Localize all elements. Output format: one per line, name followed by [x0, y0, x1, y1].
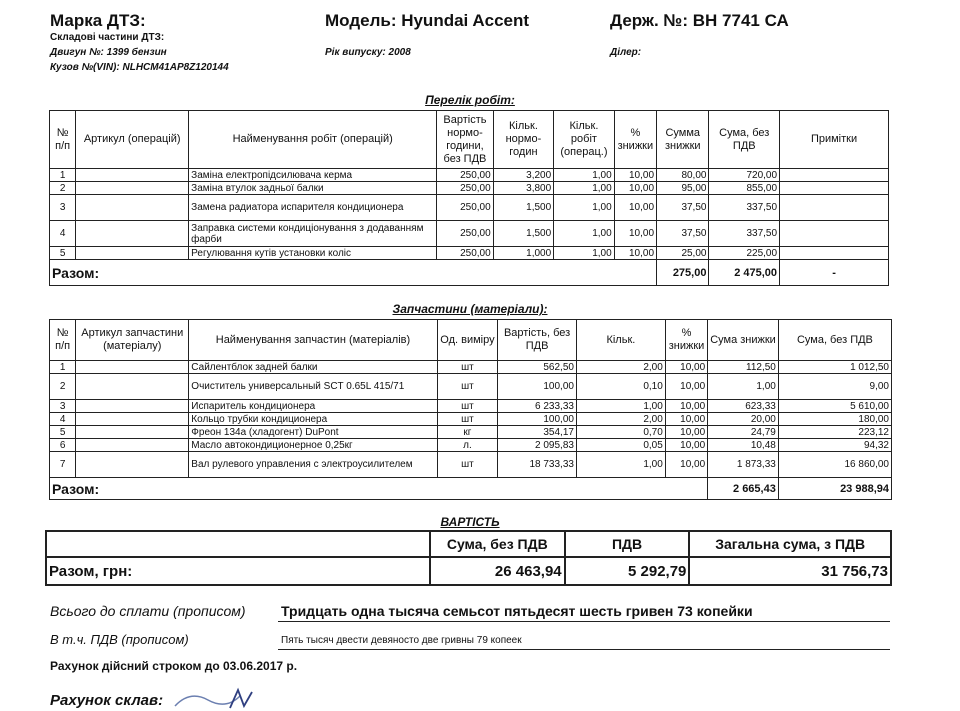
parts-title: Запчастини (матеріали):	[392, 302, 548, 316]
cell: шт	[437, 413, 498, 426]
cell: 6	[50, 439, 76, 452]
works-total-label: Разом:	[50, 260, 657, 286]
table-row	[50, 182, 889, 195]
cell: 2	[50, 182, 76, 195]
cell: 250,00	[437, 182, 493, 195]
cell: шт	[437, 400, 498, 413]
cost-col-sum: Сума, без ПДВ	[430, 531, 565, 557]
parts-col-discount-pct: % знижки	[665, 320, 707, 361]
cell: 9,00	[778, 374, 891, 400]
cell: 24,79	[708, 426, 779, 439]
cost-col-total: Загальна сума, з ПДВ	[689, 531, 891, 557]
works-title: Перелік робіт:	[425, 93, 515, 107]
cell	[76, 439, 189, 452]
cell: 1 873,33	[708, 452, 779, 478]
cell: 94,32	[778, 439, 891, 452]
cell: 1,00	[554, 195, 615, 221]
cell: Сайлентблок задней балки	[189, 361, 437, 374]
works-col-notes: Примітки	[780, 111, 889, 169]
cost-blank	[46, 531, 430, 557]
brand-label: Марка ДТЗ:	[50, 11, 146, 30]
works-total-row	[50, 260, 889, 286]
cell: 2	[50, 374, 76, 400]
cell: 1,00	[576, 400, 665, 413]
works-col-article: Артикул (операцій)	[76, 111, 189, 169]
cell	[780, 182, 889, 195]
table-row	[50, 221, 889, 247]
cell: 7	[50, 452, 76, 478]
vat-words-value: Пять тысяч двести девяносто две гривны 79 копеек	[281, 635, 522, 646]
cell: 3,800	[493, 182, 554, 195]
cell: 1	[50, 169, 76, 182]
cell: 562,50	[498, 361, 577, 374]
cell: шт	[437, 361, 498, 374]
cell: Регулювання кутів установки коліс	[189, 247, 437, 260]
parts-col-unit: Од. виміру	[437, 320, 498, 361]
table-row	[50, 439, 892, 452]
validity-text: Рахунок дійсний строком до 03.06.2017 р.	[50, 659, 298, 673]
parts-col-num: № п/п	[50, 320, 76, 361]
parts-header-row	[50, 320, 892, 361]
cell: 6 233,33	[498, 400, 577, 413]
parts-col-name: Найменування запчастин (матеріалів)	[189, 320, 437, 361]
cell: 37,50	[657, 195, 709, 221]
cell	[76, 221, 189, 247]
cell: Испаритель кондиционера	[189, 400, 437, 413]
cell: 10,00	[665, 374, 707, 400]
cell	[76, 413, 189, 426]
cell: Замена радиатора испарителя кондиционера	[189, 195, 437, 221]
cell: 1,000	[493, 247, 554, 260]
cell: 4	[50, 413, 76, 426]
cell: 112,50	[708, 361, 779, 374]
cell	[780, 221, 889, 247]
works-col-qty: Кільк. робіт (операц.)	[554, 111, 615, 169]
works-col-discount-sum: Сумма знижки	[657, 111, 709, 169]
cell: 3	[50, 195, 76, 221]
parts-table	[49, 319, 892, 500]
cell: 10,00	[614, 169, 656, 182]
cell: Заправка системи кондиціонування з додаванням фарби	[189, 221, 437, 247]
cell: 95,00	[657, 182, 709, 195]
cell: 223,12	[778, 426, 891, 439]
cell	[76, 247, 189, 260]
cell: 100,00	[498, 413, 577, 426]
cell: 10,00	[614, 247, 656, 260]
works-col-discount-pct: % знижки	[614, 111, 656, 169]
cell: 2 095,83	[498, 439, 577, 452]
cell: 5	[50, 426, 76, 439]
works-col-name: Найменування робіт (операцій)	[189, 111, 437, 169]
table-row	[50, 374, 892, 400]
cost-value-row	[46, 557, 891, 585]
composed-label: Рахунок склав:	[50, 692, 164, 709]
cell: 180,00	[778, 413, 891, 426]
vat-words-underline	[278, 649, 890, 650]
cell: 100,00	[498, 374, 577, 400]
cell: 37,50	[657, 221, 709, 247]
cell: 10,00	[665, 400, 707, 413]
table-row	[50, 361, 892, 374]
parts-col-article: Артикул запчастини (матеріалу)	[76, 320, 189, 361]
cell: 2,00	[576, 361, 665, 374]
cell: 0,70	[576, 426, 665, 439]
works-total-sum: 2 475,00	[709, 260, 780, 286]
cell: 5	[50, 247, 76, 260]
cell: Фреон 134а (хладогент) DuPont	[189, 426, 437, 439]
cost-table	[45, 530, 892, 586]
cell: кг	[437, 426, 498, 439]
cost-header-row	[46, 531, 891, 557]
parts-col-discount-sum: Сума знижки	[708, 320, 779, 361]
works-total-discount: 275,00	[657, 260, 709, 286]
cell: 250,00	[437, 195, 493, 221]
table-row	[50, 400, 892, 413]
cost-row-label: Разом, грн:	[46, 557, 430, 585]
cell: 855,00	[709, 182, 780, 195]
cell: 1,00	[576, 452, 665, 478]
cell: 0,10	[576, 374, 665, 400]
cell	[76, 426, 189, 439]
cell: 354,17	[498, 426, 577, 439]
works-col-num: № п/п	[50, 111, 76, 169]
vin-label: Кузов №(VIN): NLHCM41AP8Z120144	[50, 62, 229, 73]
cell: 3	[50, 400, 76, 413]
cell: 10,00	[614, 182, 656, 195]
cell: 10,00	[665, 439, 707, 452]
dealer-label: Ділер:	[610, 47, 642, 58]
cell: 10,00	[614, 195, 656, 221]
cell: 250,00	[437, 221, 493, 247]
parts-total-sum: 23 988,94	[778, 478, 891, 500]
cell: 10,00	[665, 413, 707, 426]
words-value: Тридцать одна тысяча семьсот пятьдесят шесть гривен 73 копейки	[281, 603, 753, 619]
cell	[780, 247, 889, 260]
table-row	[50, 452, 892, 478]
vat-words-label: В т.ч. ПДВ (прописом)	[50, 632, 189, 647]
works-col-rate: Вартість нормо-години, без ПДВ	[437, 111, 493, 169]
cell: 3,200	[493, 169, 554, 182]
works-col-hours: Кільк. нормо-годин	[493, 111, 554, 169]
parts-total-discount: 2 665,43	[708, 478, 779, 500]
words-underline	[278, 621, 890, 622]
cell: 18 733,33	[498, 452, 577, 478]
cell: 20,00	[708, 413, 779, 426]
cell: 1,00	[708, 374, 779, 400]
cell: 1,00	[554, 247, 615, 260]
cell: 720,00	[709, 169, 780, 182]
cell: 1,00	[554, 182, 615, 195]
cell: 1,500	[493, 221, 554, 247]
cost-vat: 5 292,79	[565, 557, 690, 585]
parts-col-qty: Кільк.	[576, 320, 665, 361]
cell: 10,00	[665, 426, 707, 439]
cell: 250,00	[437, 247, 493, 260]
cell: шт	[437, 374, 498, 400]
cost-col-vat: ПДВ	[565, 531, 690, 557]
cell	[76, 400, 189, 413]
cost-title: ВАРТІСТЬ	[440, 515, 500, 529]
cell: 1	[50, 361, 76, 374]
cell	[76, 361, 189, 374]
cell	[780, 169, 889, 182]
table-row	[50, 195, 889, 221]
cell: 0,05	[576, 439, 665, 452]
parts-total-row	[50, 478, 892, 500]
words-label: Всього до сплати (прописом)	[50, 603, 246, 619]
plate-label: Держ. №: ВН 7741 СА	[610, 11, 789, 30]
parts-label: Складові частини ДТЗ:	[50, 32, 165, 43]
works-col-sum: Сума, без ПДВ	[709, 111, 780, 169]
parts-total-label: Разом:	[50, 478, 708, 500]
signature-stamp-icon	[170, 686, 280, 711]
model-label: Модель: Hyundai Accent	[325, 11, 530, 30]
cell: 10,00	[614, 221, 656, 247]
cell	[76, 169, 189, 182]
cost-sum: 26 463,94	[430, 557, 565, 585]
cell: л.	[437, 439, 498, 452]
cell: Заміна електропідсилювача керма	[189, 169, 437, 182]
cell: Масло автокондиционерное 0,25кг	[189, 439, 437, 452]
table-row	[50, 413, 892, 426]
cell: 1,00	[554, 221, 615, 247]
cell: 10,00	[665, 361, 707, 374]
cell: 4	[50, 221, 76, 247]
works-table	[49, 110, 889, 286]
cell: 1 012,50	[778, 361, 891, 374]
cell: 5 610,00	[778, 400, 891, 413]
cell: Кольцо трубки кондиционера	[189, 413, 437, 426]
cell	[76, 182, 189, 195]
parts-col-sum: Сума, без ПДВ	[778, 320, 891, 361]
cell: 337,50	[709, 221, 780, 247]
parts-col-price: Вартість, без ПДВ	[498, 320, 577, 361]
cell: 623,33	[708, 400, 779, 413]
cell: 2,00	[576, 413, 665, 426]
table-row	[50, 169, 889, 182]
cost-total: 31 756,73	[689, 557, 891, 585]
cell: Вал рулевого управления с электроусилителем	[189, 452, 437, 478]
works-total-note: -	[780, 260, 889, 286]
cell: Заміна втулок задньої балки	[189, 182, 437, 195]
year-label: Рік випуску: 2008	[325, 47, 411, 58]
cell	[780, 195, 889, 221]
cell	[76, 374, 189, 400]
cell: 10,00	[665, 452, 707, 478]
table-row	[50, 426, 892, 439]
cell: 250,00	[437, 169, 493, 182]
cell: 337,50	[709, 195, 780, 221]
cell: 1,00	[554, 169, 615, 182]
cell: 80,00	[657, 169, 709, 182]
cell: 16 860,00	[778, 452, 891, 478]
cell: 25,00	[657, 247, 709, 260]
table-row	[50, 247, 889, 260]
cell: 10,48	[708, 439, 779, 452]
cell: 225,00	[709, 247, 780, 260]
cell	[76, 195, 189, 221]
cell: 1,500	[493, 195, 554, 221]
cell: Очиститель универсальный SCT 0.65L 415/71	[189, 374, 437, 400]
cell	[76, 452, 189, 478]
works-header-row	[50, 111, 889, 169]
cell: шт	[437, 452, 498, 478]
engine-label: Двигун №: 1399 бензин	[50, 47, 167, 58]
